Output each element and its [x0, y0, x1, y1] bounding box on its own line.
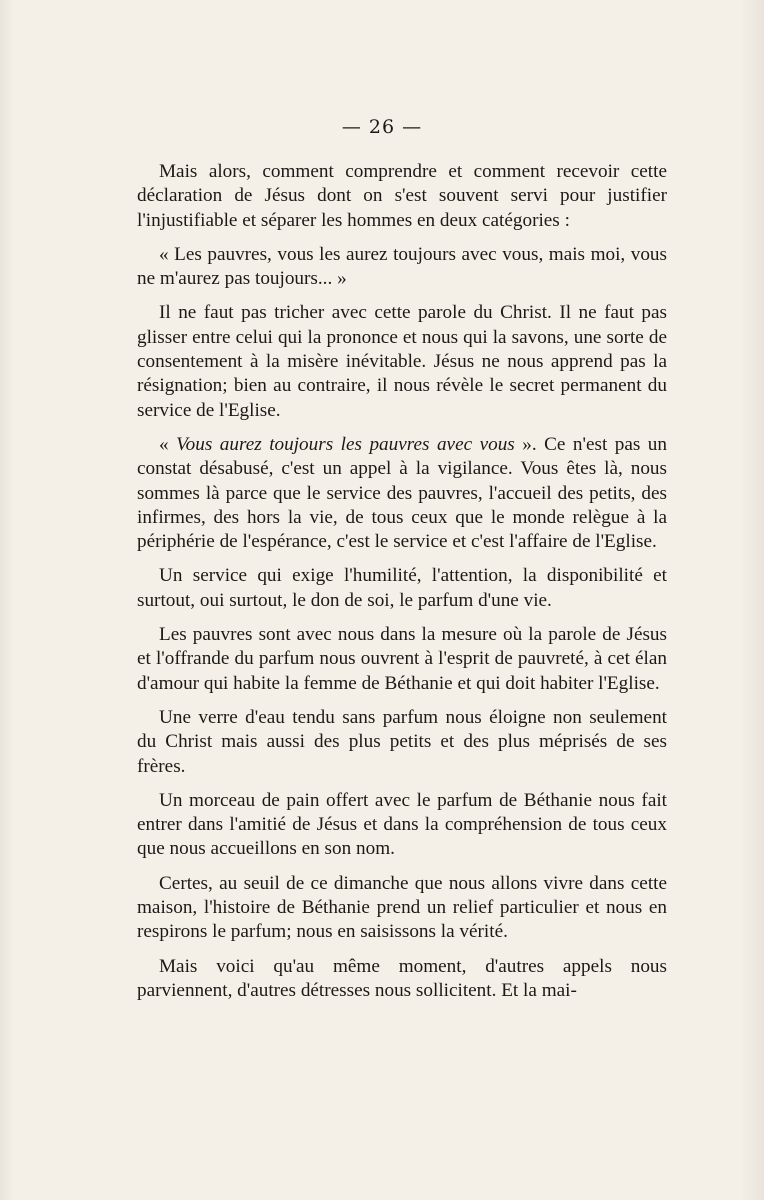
paragraph-4-rest: ». Ce n'est pas un constat désabusé, c'est un appel à la vigilance. Vous êtes là, nous sommes là parce que le service des pauvres, l'accueil des petits, des infirmes, des hors la vie, de tous ceux que le monde relègue à la périphérie de l'espérance, c'est le service et c'est l'affaire de l'Eglise. — [137, 433, 667, 553]
page-number: — 26 — — [341, 116, 423, 138]
paragraph-9: Certes, au seuil de ce dimanche que nous allons vivre dans cette maison, l'histoire de Béthanie prend un relief particulier et nous en respirons le parfum; nous en saisissons la vérité. — [137, 872, 667, 943]
paragraph-8: Un morceau de pain offert avec le parfum de Béthanie nous fait entrer dans l'amitié de Jésus et dans la compréhension de tous ceux que nous accueillons en son nom. — [137, 789, 667, 860]
paragraph-6: Les pauvres sont avec nous dans la mesure où la parole de Jésus et l'offrande du parfum nous ouvrent à l'esprit de pauvreté, à cet élan d'amour qui habite la femme de Béthanie et qui doit habiter l'Eglise. — [137, 624, 667, 694]
paragraph-2-quote: « Les pauvres, vous les aurez toujours avec vous, mais moi, vous ne m'aurez pas toujours... » — [137, 243, 667, 290]
paragraph-3: Il ne faut pas tricher avec cette parole du Christ. Il ne faut pas glisser entre celui qui la prononce et nous qui la savons, une sorte de consentement à la misère inévitable. Jésus ne nous apprend pas la résignation; bien au contraire, il nous révèle le secret permanent du service de l'Eglise. — [137, 302, 667, 421]
paragraph-1: Mais alors, comment comprendre et comment recevoir cette déclaration de Jésus dont on s'est souvent servi pour justifier l'injustifiable et séparer les hommes en deux catégories : — [137, 161, 667, 231]
body-text — [137, 160, 667, 1003]
paragraph-10: Mais voici qu'au même moment, d'autres appels nous parviennent, d'autres détresses nous sollicitent. Et la mai- — [137, 955, 667, 1001]
quote-open: « — [159, 433, 177, 455]
paragraph-7: Une verre d'eau tendu sans parfum nous éloigne non seulement du Christ mais aussi des plus petits et des plus méprisés de ses frères. — [137, 706, 667, 777]
paragraph-5: Un service qui exige l'humilité, l'attention, la disponibilité et surtout, oui surtout, le don de soi, le parfum d'une vie. — [137, 565, 667, 611]
italic-quote: Vous aurez toujours les pauvres avec vous — [176, 433, 515, 455]
paragraph-4 — [137, 433, 667, 554]
